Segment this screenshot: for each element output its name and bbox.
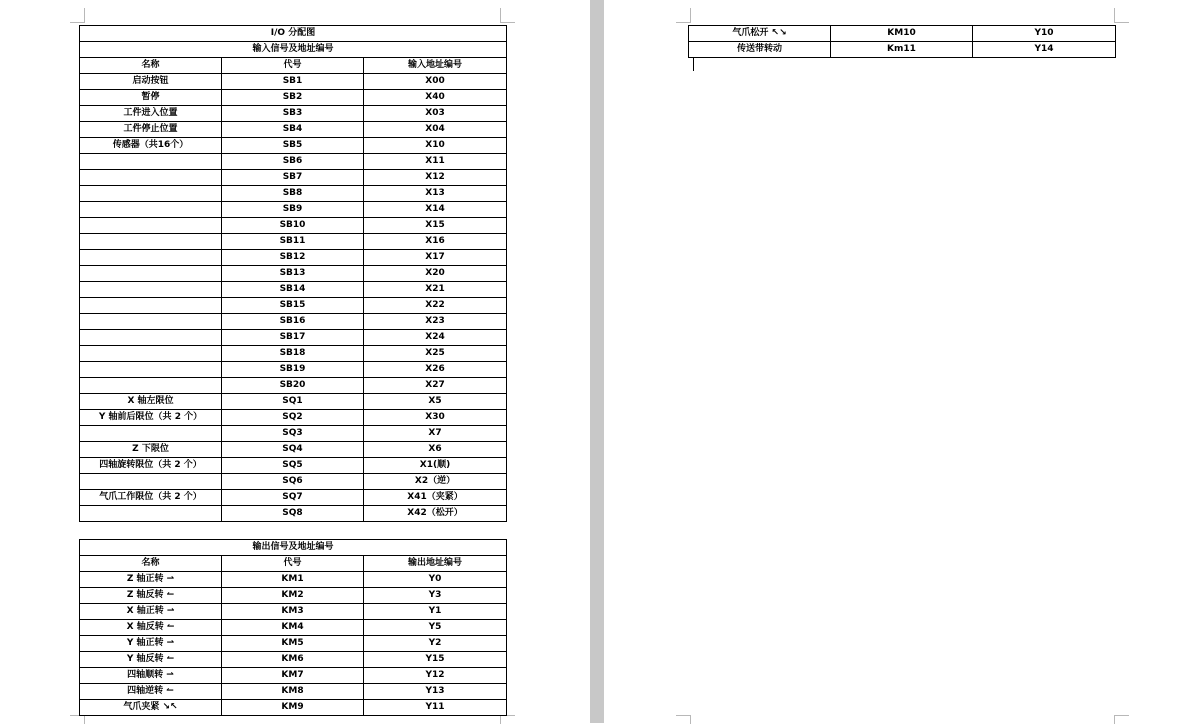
- cell-name: [80, 186, 222, 202]
- cell-address: X7: [364, 426, 507, 442]
- table-subtitle: 输入信号及地址编号: [80, 42, 507, 58]
- page-corner-mark: [1114, 8, 1129, 23]
- table-row: [689, 26, 1116, 42]
- cell-address: X00: [364, 74, 507, 90]
- cell-name: X 轴反转 ↼: [80, 620, 222, 636]
- cell-code: SQ7: [222, 490, 364, 506]
- header-name: 名称: [80, 556, 222, 572]
- cell-address: X11: [364, 154, 507, 170]
- cell-address: Y12: [364, 668, 507, 684]
- cell-name: [80, 378, 222, 394]
- table-title: I/O 分配图: [80, 26, 507, 42]
- table-row: [80, 410, 507, 426]
- cell-name: 工件进入位置: [80, 106, 222, 122]
- cell-code: KM10: [831, 26, 973, 42]
- table-row: [80, 234, 507, 250]
- table-row: [80, 186, 507, 202]
- cell-name: [80, 154, 222, 170]
- cell-name: 四轴顺转 ⇀: [80, 668, 222, 684]
- cell-address: X2（逆）: [364, 474, 507, 490]
- cell-name: [80, 474, 222, 490]
- cell-address: X12: [364, 170, 507, 186]
- cell-address: X23: [364, 314, 507, 330]
- cell-code: SB9: [222, 202, 364, 218]
- cell-name: [80, 234, 222, 250]
- cell-code: SB17: [222, 330, 364, 346]
- cell-address: X25: [364, 346, 507, 362]
- cell-address: X1(顺): [364, 458, 507, 474]
- table-row: [80, 362, 507, 378]
- table-row: [80, 218, 507, 234]
- table-row: [80, 122, 507, 138]
- cell-name: [80, 298, 222, 314]
- cell-name: [80, 250, 222, 266]
- cell-code: SB6: [222, 154, 364, 170]
- cell-address: X40: [364, 90, 507, 106]
- cell-name: 四轴旋转限位（共 2 个）: [80, 458, 222, 474]
- input-signal-table: [79, 25, 507, 522]
- cell-code: KM4: [222, 620, 364, 636]
- cell-address: Y15: [364, 652, 507, 668]
- cell-code: KM3: [222, 604, 364, 620]
- cell-name: Y 轴反转 ↼: [80, 652, 222, 668]
- cell-address: X16: [364, 234, 507, 250]
- cell-code: SB8: [222, 186, 364, 202]
- cell-name: 传感器（共16个）: [80, 138, 222, 154]
- cell-name: [80, 346, 222, 362]
- cell-name: 气爪工作限位（共 2 个）: [80, 490, 222, 506]
- cell-code: SB1: [222, 74, 364, 90]
- table-row: [80, 474, 507, 490]
- cell-code: KM9: [222, 700, 364, 716]
- table-row: [80, 636, 507, 652]
- table-row: [80, 250, 507, 266]
- cell-code: SQ3: [222, 426, 364, 442]
- cell-code: SB20: [222, 378, 364, 394]
- cell-name: 四轴逆转 ↼: [80, 684, 222, 700]
- cell-address: X13: [364, 186, 507, 202]
- cell-code: KM2: [222, 588, 364, 604]
- cell-address: Y0: [364, 572, 507, 588]
- cell-address: X04: [364, 122, 507, 138]
- cell-name: Z 下限位: [80, 442, 222, 458]
- document-page-right: [604, 0, 1189, 723]
- cell-name: [80, 314, 222, 330]
- cell-code: SQ8: [222, 506, 364, 522]
- cell-address: X30: [364, 410, 507, 426]
- cell-address: X22: [364, 298, 507, 314]
- document-page-left: [0, 0, 590, 723]
- table-row: [80, 604, 507, 620]
- header-code: 代号: [222, 556, 364, 572]
- table-row: [80, 202, 507, 218]
- cell-code: SQ6: [222, 474, 364, 490]
- table-row: [80, 394, 507, 410]
- cell-name: [80, 426, 222, 442]
- table-row: [80, 490, 507, 506]
- cell-name: Y 轴正转 ⇀: [80, 636, 222, 652]
- header-address: 输入地址编号: [364, 58, 507, 74]
- cell-address: Y3: [364, 588, 507, 604]
- text-cursor[interactable]: [693, 58, 694, 71]
- table-row: [80, 378, 507, 394]
- cell-code: SQ4: [222, 442, 364, 458]
- cell-code: Km11: [831, 42, 973, 58]
- cell-code: SQ1: [222, 394, 364, 410]
- page-corner-mark: [70, 8, 85, 23]
- table-row: [80, 652, 507, 668]
- cell-name: [80, 170, 222, 186]
- page-corner-mark: [676, 8, 691, 23]
- table-row: [80, 684, 507, 700]
- cell-name: 暂停: [80, 90, 222, 106]
- table-row: [80, 330, 507, 346]
- cell-code: SB19: [222, 362, 364, 378]
- cell-address: X10: [364, 138, 507, 154]
- cell-address: Y2: [364, 636, 507, 652]
- cell-address: Y14: [973, 42, 1116, 58]
- output-signal-table: [79, 539, 507, 716]
- table-row: [80, 458, 507, 474]
- cell-code: SB10: [222, 218, 364, 234]
- cell-address: Y10: [973, 26, 1116, 42]
- table-header-row: [80, 58, 507, 74]
- cell-address: X41（夹紧）: [364, 490, 507, 506]
- cell-address: X42（松开）: [364, 506, 507, 522]
- cell-address: X03: [364, 106, 507, 122]
- cell-name: Z 轴反转 ↼: [80, 588, 222, 604]
- cell-address: X26: [364, 362, 507, 378]
- header-code: 代号: [222, 58, 364, 74]
- cell-code: KM1: [222, 572, 364, 588]
- table-row: [80, 74, 507, 90]
- cell-name: Y 轴前后限位（共 2 个）: [80, 410, 222, 426]
- table-row: [80, 668, 507, 684]
- table-row: [80, 426, 507, 442]
- page-corner-mark: [500, 8, 515, 23]
- table-row: [80, 572, 507, 588]
- table-row: [80, 314, 507, 330]
- cell-name: [80, 202, 222, 218]
- cell-name: [80, 282, 222, 298]
- cell-address: X27: [364, 378, 507, 394]
- table-row: [80, 154, 507, 170]
- cell-name: 气爪松开 ↖↘: [689, 26, 831, 42]
- cell-name: [80, 362, 222, 378]
- table-row: [80, 282, 507, 298]
- table-row: [80, 588, 507, 604]
- cell-code: SB2: [222, 90, 364, 106]
- cell-code: SB12: [222, 250, 364, 266]
- table-row: [80, 138, 507, 154]
- table-row: [80, 442, 507, 458]
- cell-address: Y5: [364, 620, 507, 636]
- cell-code: KM5: [222, 636, 364, 652]
- cell-address: X17: [364, 250, 507, 266]
- cell-name: X 轴正转 ⇀: [80, 604, 222, 620]
- table-subtitle-row: [80, 42, 507, 58]
- table-row: [80, 620, 507, 636]
- cell-code: KM6: [222, 652, 364, 668]
- cell-name: [80, 330, 222, 346]
- output-signal-table-continued: [688, 25, 1116, 58]
- table-row: [689, 42, 1116, 58]
- cell-name: 启动按钮: [80, 74, 222, 90]
- cell-code: SB13: [222, 266, 364, 282]
- table-subtitle: 输出信号及地址编号: [80, 540, 507, 556]
- table-subtitle-row: [80, 540, 507, 556]
- cell-name: X 轴左限位: [80, 394, 222, 410]
- cell-address: X14: [364, 202, 507, 218]
- cell-name: [80, 506, 222, 522]
- cell-code: SB3: [222, 106, 364, 122]
- cell-name: Z 轴正转 ⇀: [80, 572, 222, 588]
- cell-code: KM8: [222, 684, 364, 700]
- cell-address: Y11: [364, 700, 507, 716]
- cell-code: SB14: [222, 282, 364, 298]
- table-row: [80, 106, 507, 122]
- page-gap: [590, 0, 604, 723]
- table-title-row: [80, 26, 507, 42]
- table-row: [80, 346, 507, 362]
- cell-address: X24: [364, 330, 507, 346]
- cell-code: SB18: [222, 346, 364, 362]
- cell-name: [80, 218, 222, 234]
- table-row: [80, 298, 507, 314]
- table-row: [80, 90, 507, 106]
- cell-address: X15: [364, 218, 507, 234]
- cell-address: X20: [364, 266, 507, 282]
- table-row: [80, 700, 507, 716]
- table-header-row: [80, 556, 507, 572]
- cell-name: 传送带转动: [689, 42, 831, 58]
- cell-code: SB15: [222, 298, 364, 314]
- cell-address: Y1: [364, 604, 507, 620]
- header-name: 名称: [80, 58, 222, 74]
- cell-address: X21: [364, 282, 507, 298]
- cell-code: SB7: [222, 170, 364, 186]
- cell-code: SB4: [222, 122, 364, 138]
- cell-code: SB11: [222, 234, 364, 250]
- header-address: 输出地址编号: [364, 556, 507, 572]
- cell-code: SQ2: [222, 410, 364, 426]
- cell-address: Y13: [364, 684, 507, 700]
- cell-code: KM7: [222, 668, 364, 684]
- cell-name: [80, 266, 222, 282]
- cell-name: 气爪夹紧 ↘↖: [80, 700, 222, 716]
- table-row: [80, 506, 507, 522]
- cell-code: SB16: [222, 314, 364, 330]
- table-row: [80, 266, 507, 282]
- cell-code: SB5: [222, 138, 364, 154]
- cell-name: 工件停止位置: [80, 122, 222, 138]
- table-row: [80, 170, 507, 186]
- cell-code: SQ5: [222, 458, 364, 474]
- cell-address: X5: [364, 394, 507, 410]
- cell-address: X6: [364, 442, 507, 458]
